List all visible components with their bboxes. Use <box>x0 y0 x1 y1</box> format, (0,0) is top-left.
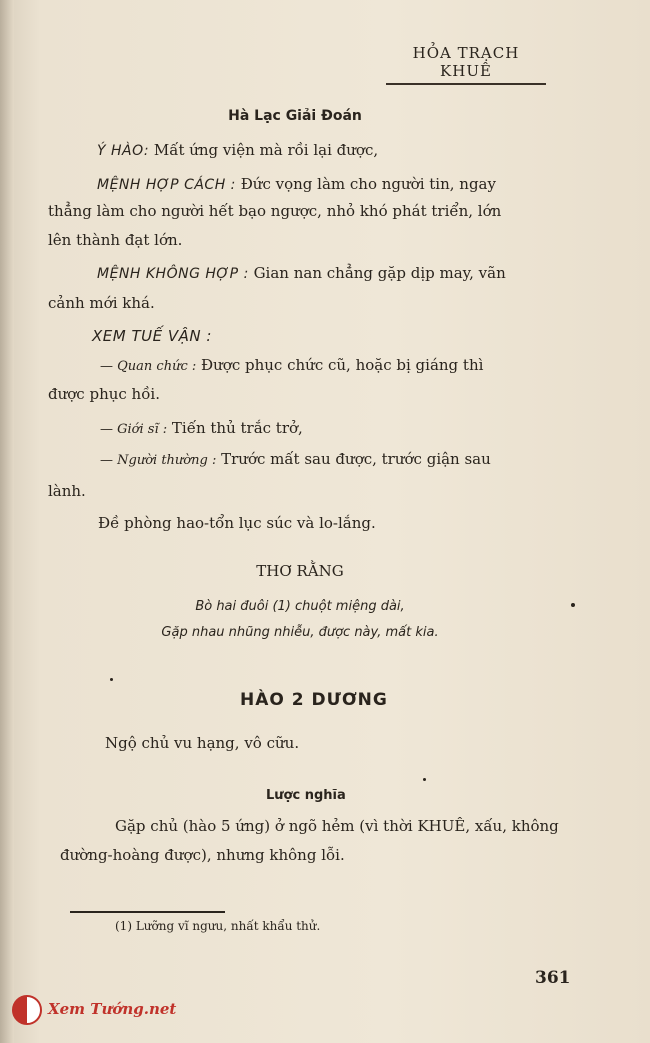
text-line <box>97 263 506 284</box>
section-title-ha-lac: Hà Lạc Giải Đoán <box>228 108 362 124</box>
text-line: Ngộ chủ vu hạng, vô cữu. <box>105 734 300 752</box>
line-label: MỆNH KHÔNG HỢP : <box>97 266 249 282</box>
poem-title: THƠ RẰNG <box>256 562 344 580</box>
line-text: Gian nan chẳng gặp dịp may, vãn <box>253 264 506 282</box>
ink-speck <box>571 603 575 607</box>
line-label: XEM TUẾ VẬN : <box>92 327 212 345</box>
ink-speck <box>110 678 113 681</box>
line-label: MỆNH HỢP CÁCH : <box>97 177 236 193</box>
watermark-logo <box>12 993 177 1029</box>
line-text: Tiến thủ trắc trở, <box>171 419 303 437</box>
line-text: Mất ứng viện mà rồi lại được, <box>153 141 379 159</box>
line-sub: — Giới sĩ : <box>100 422 168 437</box>
text-line <box>97 174 496 195</box>
poem-line-2: Gặp nhau nhũng nhiễu, được này, mất kia. <box>161 625 439 640</box>
yin-yang-icon <box>12 995 42 1025</box>
footnote: (1) Lưỡng vĩ ngưu, nhất khẩu thử. <box>115 919 321 933</box>
text-line <box>97 140 378 161</box>
line-sub: — Quan chức : <box>100 359 197 374</box>
line-label: Ý HÀO: <box>97 143 150 159</box>
watermark-text: Xem Tướng.net <box>48 1000 177 1018</box>
text-line: đường-hoàng được), nhưng không lỗi. <box>60 846 345 864</box>
text-line: cảnh mới khá. <box>48 294 155 312</box>
section-title-hao-2: HÀO 2 DƯƠNG <box>240 690 388 710</box>
text-line <box>100 418 303 440</box>
line-text: Được phục chức cũ, hoặc bị giáng thì <box>201 356 484 374</box>
page-edge-shadow <box>0 0 14 1043</box>
text-line: thẳng làm cho người hết bạo ngược, nhỏ khó phát triển, lớn <box>48 202 502 220</box>
text-line: Đề phòng hao-tổn lục súc và lo-lắng. <box>98 514 376 532</box>
section-title-luoc-nghia: Lược nghĩa <box>266 788 346 803</box>
line-text: Trước mất sau được, trước giận sau <box>221 450 491 468</box>
text-line: Gặp chủ (hào 5 ứng) ở ngõ hẻm (vì thời KHUÊ, xấu, không <box>115 817 559 835</box>
footnote-rule <box>70 911 225 913</box>
text-line: lên thành đạt lớn. <box>48 231 183 249</box>
ink-speck <box>423 778 426 781</box>
poem-line-1: Bò hai đuôi (1) chuột miệng dài, <box>195 599 405 614</box>
page-number: 361 <box>535 968 571 988</box>
text-line: lành. <box>48 482 86 500</box>
line-text: Đức vọng làm cho người tin, ngay <box>240 175 496 193</box>
running-head: HỎA TRẠCH KHUÊ <box>386 44 546 85</box>
text-line <box>100 449 491 471</box>
text-line <box>100 355 483 377</box>
text-line: được phục hồi. <box>48 385 160 403</box>
line-sub: — Người thường : <box>100 453 217 468</box>
